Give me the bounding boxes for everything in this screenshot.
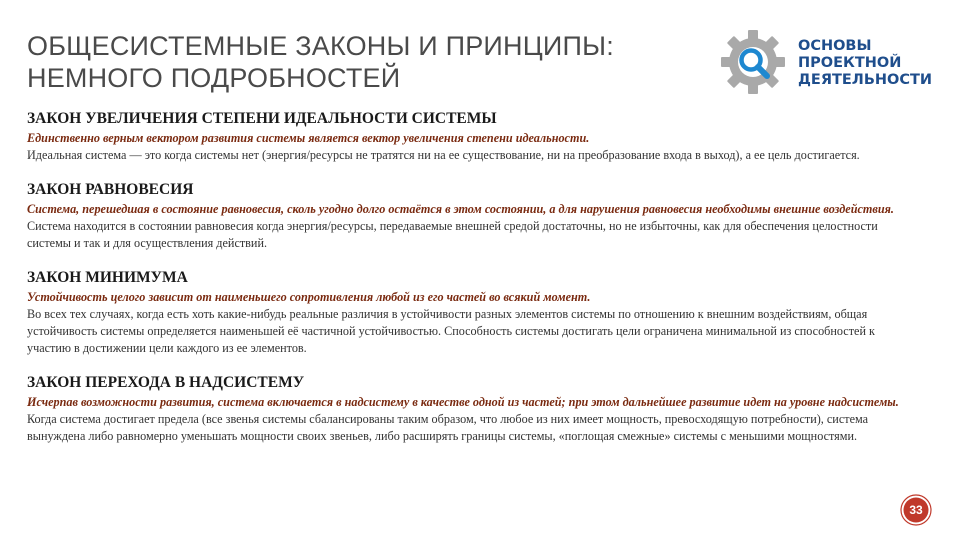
law-thesis: Система, перешедшая в состояние равновесия, сколь угодно долго остаётся в этом состоянии, а для нарушения равновесия необходимы внешние воздействия. (27, 202, 894, 216)
law-heading: ЗАКОН ПЕРЕХОДА В НАДСИСТЕМУ (27, 374, 305, 391)
page-number: 33 (909, 503, 923, 517)
logo-text-line1: ОСНОВЫ (798, 38, 872, 54)
law-section-equilibrium (27, 180, 917, 252)
law-section-supersystem (27, 373, 917, 445)
law-description: Система находится в состоянии равновесия когда энергия/ресурсы, передаваемые внешней средой достаточны, но не избыточны, как для обеспечения целостности системы и так и для осуществления действий. (27, 219, 878, 250)
logo-text-line2: ПРОЕКТНОЙ (798, 55, 902, 71)
laws-list (27, 109, 917, 461)
logo-text (798, 38, 932, 89)
law-thesis: Устойчивость целого зависит от наименьшего сопротивления любой из его частей во всякий момент. (27, 290, 591, 304)
law-section-minimum (27, 268, 917, 357)
law-description: Во всех тех случаях, когда есть хоть какие-нибудь реальные различия в устойчивости разных элементов системы по отношению к внешним воздействиям, общая устойчивость системы определяется наименьшей её частичной устойчивостью. Способность системы достигать цели ограничена минимальной из способностей к участию в достижении цели каждого из ее элементов. (27, 307, 875, 355)
gear-magnifier-icon (719, 28, 787, 96)
logo-text-line3: ДЕЯТЕЛЬНОСТИ (798, 72, 933, 88)
law-description: Идеальная система — это когда системы нет (энергия/ресурсы не тратятся ни на ее существование, ни на преобразование входа в выход), а ее цель достигается. (27, 148, 860, 162)
slide-title-line1: ОБЩЕСИСТЕМНЫЕ ЗАКОНЫ И ПРИНЦИПЫ: (27, 31, 614, 61)
law-thesis: Единственно верным вектором развития системы является вектор увеличения степени идеальности. (27, 131, 590, 145)
law-heading: ЗАКОН МИНИМУМА (27, 269, 188, 286)
law-section-ideality (27, 109, 917, 164)
law-heading: ЗАКОН УВЕЛИЧЕНИЯ СТЕПЕНИ ИДЕАЛЬНОСТИ СИСТЕМЫ (27, 110, 497, 127)
law-thesis: Исчерпав возможности развития, система включается в надсистему в качестве одной из частей; при этом дальнейшее развитие идет на уровне надсистемы. (27, 395, 899, 409)
slide-title (27, 30, 717, 94)
page-number-badge (900, 494, 932, 526)
law-heading: ЗАКОН РАВНОВЕСИЯ (27, 181, 194, 198)
law-description: Когда система достигает предела (все звенья системы сбалансированы таким образом, что любое из них имеет мощность, превосходящую потребности), система вынуждена либо равномерно уменьшать мощности своих звеньев, либо расширять границы системы, «поглощая смежные» системы с меньшими мощностями. (27, 412, 869, 443)
slide-title-line2: НЕМНОГО ПОДРОБНОСТЕЙ (27, 63, 401, 93)
